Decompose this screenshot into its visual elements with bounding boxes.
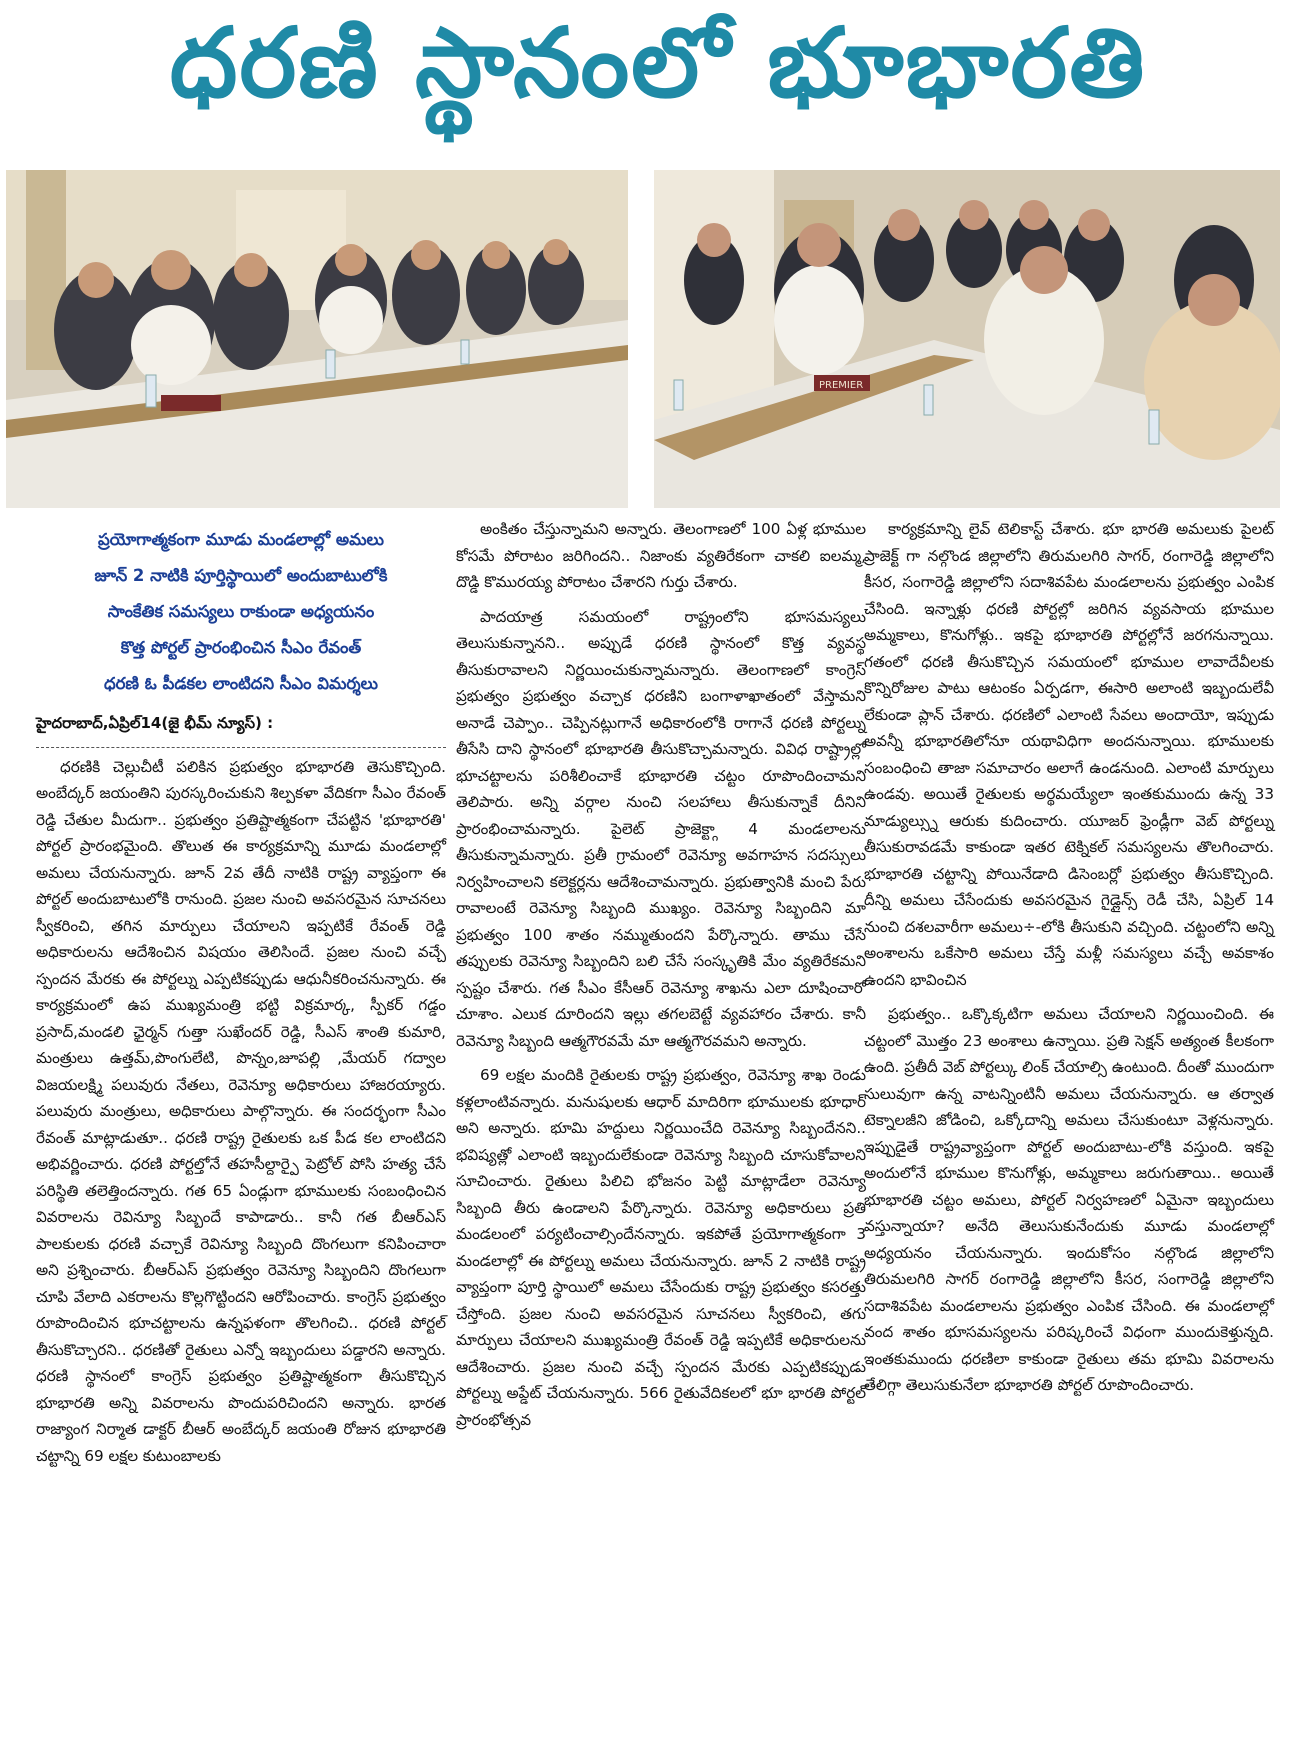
subheading: జూన్ 2 నాటికి పూర్తిస్థాయిలో అందుబాటులోకి	[94, 566, 388, 585]
paragraph: 69 లక్షల మందికి రైతులకు రాష్ట్ర ప్రభుత్వం, రెవెన్యూ శాఖ రెండు కళ్లలాంటివన్నారు. మనుషులకు ఆధార్ మాదిరిగా భూములకు భూధార్ అని అన్నారు. భూమి హద్దులు నిర్ణయించేది రెవెన్యూ సిబ్బందేనని.. భవిష్యత్లో ఎలాంటి ఇబ్బందులేకుండా రెవెన్యూ సిబ్బంది చూసుకోవాలని సూచించారు. రైతులు పిలిచి భోజనం పెట్టి మాట్లాడేలా రెవెన్యూ సిబ్బంది తీరు ఉండాలని పేర్కొన్నారు. రెవెన్యూ అధికారులు ప్రతి మండలంలో పర్యటించాల్సిందేనన్నారు. ఇకపోతే ప్రయోగాత్మకంగా 3 మండలాల్లో ఈ పోర్టల్ను అమలు చేయనున్నారు. జూన్ 2 నాటికి రాష్ట్ర వ్యాప్తంగా పూర్తి స్థాయిలో అమలు చేసేందుకు రాష్ట్ర ప్రభుత్వం కసరత్తు చేస్తోంది. ప్రజల నుంచి అవసరమైన సూచనలు స్వీకరించి, తగు మార్పులు చేయాలని ముఖ్యమంత్రి రేవంత్ రెడ్డి ఇప్పటికే అధికారులను ఆదేశించారు. ప్రజల నుంచి వచ్చే స్పందన మేరకు ఎప్పటికప్పుడు పోర్టల్ను అప్డేట్ చేయనున్నారు. 566 రైతువేదికలలో భూ భారతి పోర్టల్ ప్రారంభోత్సవ	[456, 1066, 866, 1429]
article-column-3	[864, 516, 1274, 1399]
subheading: ధరణి ఓ పీడకల లాంటిదని సీఎం విమర్శలు	[104, 674, 378, 693]
headline: ధరణి స్థానంలో భూభారతి	[169, 7, 1147, 119]
article-column-2	[456, 516, 866, 1433]
subheading: ప్రయోగాత్మకంగా మూడు మండలాల్లో అమలు	[98, 530, 384, 549]
paragraph: పాదయాత్ర సమయంలో రాష్ట్రంలోని భూసమస్యలు తెలుసుకున్నానని.. అప్పుడే ధరణి స్థానంలో కొత్త వ్యవస్థ తీసుకురావాలని నిర్ణయించుకున్నామన్నారు. తెలంగాణలో కాంగ్రెస్ ప్రభుత్వం ప్రభుత్వం వచ్చాక ధరణిని బంగాళాఖాతంలో వేస్తామని అనాడే చెప్పాం.. చెప్పినట్లుగానే అధికారంలోకి రాగానే ధరణి పోర్టల్ను తీసేసి దాని స్థానంలో భూభారతి తీసుకొచ్చామన్నారు. వివిధ రాష్ట్రాల్లో భూచట్టాలను పరిశీలించాకే భూభారతి చట్టం రూపొందించామని తెలిపారు. అన్ని వర్గాల నుంచి సలహాలు తీసుకున్నాకే దీనిని ప్రారంభించామన్నారు. పైలెట్ ప్రాజెక్ట్గా 4 మండలాలను తీసుకున్నామన్నారు. ప్రతీ గ్రామంలో రెవెన్యూ అవగాహన సదస్సులు నిర్వహించాలని కలెక్టర్లను ఆదేశించామన్నారు. ప్రభుత్వానికి మంచి పేరు రావాలంటే రెవెన్యూ సిబ్బంది ముఖ్యం. రెవెన్యూ సిబ్బందిని మా ప్రభుత్వం 100 శాతం నమ్ముతుందని పేర్కొన్నారు. తాము చేసే తప్పులకు రెవెన్యూ సిబ్బందిని బలి చేసే సంస్కృతికి మేం వ్యతిరేకమని స్పష్టం చేశారు. గత సీఎం కేసీఆర్ రెవెన్యూ శాఖను ఎలా దూషించారో చూశాం. ఎలుక దూరిందని ఇల్లు తగలబెట్టే వ్యవహారం చేశారు. కానీ రెవెన్యూ సిబ్బంది ఆత్మగౌరవమే మా ఆత్మగౌరవమని అన్నారు.	[456, 607, 866, 1050]
meeting-photo-left	[6, 170, 628, 508]
paragraph: కార్యక్రమాన్ని లైవ్ టెలికాస్ట్ చేశారు. భూ భారతి అమలుకు పైలట్ ప్రాజెక్ట్ గా నల్గొండ జిల్లాలోని తిరుమలగిరి సాగర్, రంగారెడ్డి జిల్లాలోని కీసర, సంగారెడ్డి జిల్లాలోని సదాశివపేట మండలాలను ప్రభుత్వం ఎంపిక చేసింది. ఇన్నాళ్లు ధరణి పోర్టల్లో జరిగిన వ్యవసాయ భూముల అమ్మకాలు, కొనుగోళ్లు.. ఇకపై భూభారతి పోర్టల్లోనే జరగనున్నాయి. గతంలో ధరణి తీసుకొచ్చిన సమయంలో భూముల లావాదేవీలకు కొన్నిరోజుల పాటు ఆటంకం ఏర్పడగా, ఈసారి అలాంటి ఇబ్బందులేవీ లేకుండా ప్లాన్ చేశారు. ధరణిలో ఎలాంటి సేవలు అందాయో, ఇప్పుడు అవన్నీ భూభారతిలోనూ యథావిధిగా అందనున్నాయి. భూములకు సంబంధించి తాజా సమాచారం అలాగే ఉండనుంది. ఎలాంటి మార్పులు ఉండవు. అయితే రైతులకు అర్థమయ్యేలా ఇంతకుముందు ఉన్న 33 మాడ్యుల్స్ను ఆరుకు కుదించారు. యూజర్ ఫ్రెండ్లీగా వెబ్ పోర్టల్ను తీసుకురావడమే కాకుండా ఇతర టెక్నికల్ సమస్యలను తొలగించారు. భూభారతి చట్టాన్ని పోయినేడాది డిసెంబర్లో ప్రభుత్వం తీసుకొచ్చింది. దీన్ని అమలు చేసేందుకు అవసరమైన గైడ్లైన్స్ రెడీ చేసి, ఏప్రిల్ 14 నుంచి దశలవారీగా అమలు÷-లోకి తీసుకుని వచ్చింది. చట్టంలోని అన్ని అంశాలను ఒకేసారి అమలు చేస్తే మళ్లీ సమస్యలు వచ్చే అవకాశం ఉందని భావించిన	[864, 520, 1274, 989]
dateline: హైదరాబాద్,ఏప్రిల్14(జై భీమ్ న్యూస్) :	[36, 714, 274, 732]
nameplate-text: PREMIER	[819, 380, 864, 391]
divider	[36, 747, 446, 748]
paragraph: ధరణికి చెల్లుచీటీ పలికిన ప్రభుత్వం భూభారతి తెసుకొచ్చింది. అంబేద్కర్ జయంతిని పురస్కరించుకుని శిల్పకళా వేదికగా సీఎం రేవంత్ రెడ్డి చేతుల మీదుగా.. ప్రభుత్వం ప్రతిష్టాత్మకంగా చేపట్టిన 'భూభారతి' పోర్టల్ ప్రారంభమైంది. తొలుత ఈ కార్యక్రమాన్ని మూడు మండలాల్లో అమలు చేయనున్నారు. జూన్ 2వ తేదీ నాటికి రాష్ట్ర వ్యాప్తంగా ఈ పోర్టల్ అందుబాటులోకి రానుంది. ప్రజల నుంచి అవసరమైన సూచనలు స్వీకరించి, తగిన మార్పులు చేయాలని ఇప్పటికే రేవంత్ రెడ్డి అధికారులను ఆదేశించిన విషయం తెలిసిందే. ప్రజల నుంచి వచ్చే స్పందన మేరకు ఈ పోర్టల్ను ఎప్పటికప్పుడు ఆధునీకరించనున్నారు. ఈ కార్యక్రమంలో ఉప ముఖ్యమంత్రి భట్టి విక్రమార్క, స్పీకర్ గడ్డం ప్రసాద్,మండలి ఛైర్మన్ గుత్తా సుఖేందర్ రెడ్డి, సీఎస్ శాంతి కుమారి, మంత్రులు ఉత్తమ్,పొంగులేటి, పొన్నం,జూపల్లి ,మేయర్ గద్వాల విజయలక్ష్మి పలువురు నేతలు, రెవెన్యూ అధికారులు హాజరయ్యారు. పలువురు మంత్రులు, అధికారులు పాల్గొన్నారు. ఈ సందర్భంగా సీఎం రేవంత్ మాట్లాడుతూ.. ధరణి రాష్ట్ర రైతులకు ఒక పీడ కల లాంటిదని అభివర్ణించారు. ధరణి పోర్టల్తోనే తహసీల్దార్పై పెట్రోల్ పోసి హత్య చేసే పరిస్థితి తలెత్తిందన్నారు. గత 65 ఏండ్లుగా భూములకు సంబంధించిన వివరాలను రెవిన్యూ సిబ్బందే కాపాడారు.. కానీ గత బీఆర్ఎస్ పాలకులకు ధరణి వచ్చాకే రెవిన్యూ సిబ్బంది దొంగలుగా కనిపించారా అని ప్రశ్నించారు. బీఆర్ఎస్ ప్రభుత్వం రెవెన్యూ సిబ్బందిని దొంగలుగా చూపి వేలాది ఎకరాలను కొల్లగొట్టిందని ఆరోపించారు. కాంగ్రెస్ ప్రభుత్వం రూపొందించిన భూచట్టాలను ఉన్నఫళంగా తొలగించి.. ధరణి పోర్టల్ తీసుకొచ్చారని.. ధరణితో రైతులు ఎన్నో ఇబ్బందులు పడ్డారని అన్నారు. ధరణి స్థానంలో కాంగ్రెస్ ప్రభుత్వం ప్రతిష్టాత్మకంగా తీసుకొచ్చిన భూభారతి అన్ని వివరాలను పొందుపరిచిందని అన్నారు. భారత రాజ్యాంగ నిర్మాత డాక్టర్ బీఆర్ అంబేద్కర్ జయంతి రోజున భూభారతి చట్టాన్ని 69 లక్షల కుటుంబాలకు	[36, 757, 446, 1465]
article-column-1	[36, 516, 446, 1469]
subheadings	[36, 522, 446, 702]
paragraph: ప్రభుత్వం.. ఒక్కొక్కటిగా అమలు చేయాలని నిర్ణయించింది. ఈ చట్టంలో మొత్తం 23 అంశాలు ఉన్నాయి. ప్రతి సెక్షన్ అత్యంత కీలకంగా ఉంది. ప్రతీదీ వెబ్ పోర్టల్కు లింక్ చేయాల్సి ఉంటుంది. దీంతో ముందుగా సులువుగా ఉన్న వాటన్నింటినీ అమలు చేయనున్నారు. ఆ తర్వాత టెక్నాలజీని జోడించి, ఒక్కోదాన్ని అమలు చేసుకుంటూ వెళ్లనున్నారు. ఇప్పుడైతే రాష్ట్రవ్యాప్తంగా పోర్టల్ అందుబాటు-లోకి వస్తుంది. ఇకపై అందులోనే భూముల కొనుగోళ్లు, అమ్మకాలు జరుగుతాయి.. అయితే భూభారతి చట్టం అమలు, పోర్టల్ నిర్వహణలో ఏమైనా ఇబ్బందులు వస్తున్నాయా? అనేది తెలుసుకునేందుకు మూడు మండలాల్లో అధ్యయనం చేయనున్నారు. ఇందుకోసం నల్గొండ జిల్లాలోని తిరుమలగిరి సాగర్ రంగారెడ్డి జిల్లాలోని కీసర, సంగారెడ్డి జిల్లాలోని సదాశివపేట మండలాలను ప్రభుత్వం ఎంపిక చేసింది. ఈ మండలాల్లో వంద శాతం భూసమస్యలను పరిష్కరించే విధంగా ముందుకెళ్తున్నది. ఇంతకుముందు ధరణిలా కాకుండా రైతులు తమ భూమి వివరాలను తేలిగ్గా తెలుసుకునేలా భూభారతి పోర్టల్ రూపొందించారు.	[864, 1005, 1274, 1394]
subheading: సాంకేతిక సమస్యలు రాకుండా అధ్యయనం	[107, 602, 375, 621]
subheading: కొత్త పోర్టల్ ప్రారంభించిన సీఎం రేవంత్	[120, 638, 362, 657]
meeting-photo-right	[654, 170, 1280, 508]
paragraph: అంకితం చేస్తున్నామని అన్నారు. తెలంగాణలో 100 ఏళ్ల భూముల కోసమే పోరాటం జరిగిందని.. నిజాంకు వ్యతిరేకంగా చాకలి ఐలమ్మ, దొడ్డి కొమురయ్య పోరాటం చేశారని గుర్తు చేశారు.	[456, 520, 866, 591]
